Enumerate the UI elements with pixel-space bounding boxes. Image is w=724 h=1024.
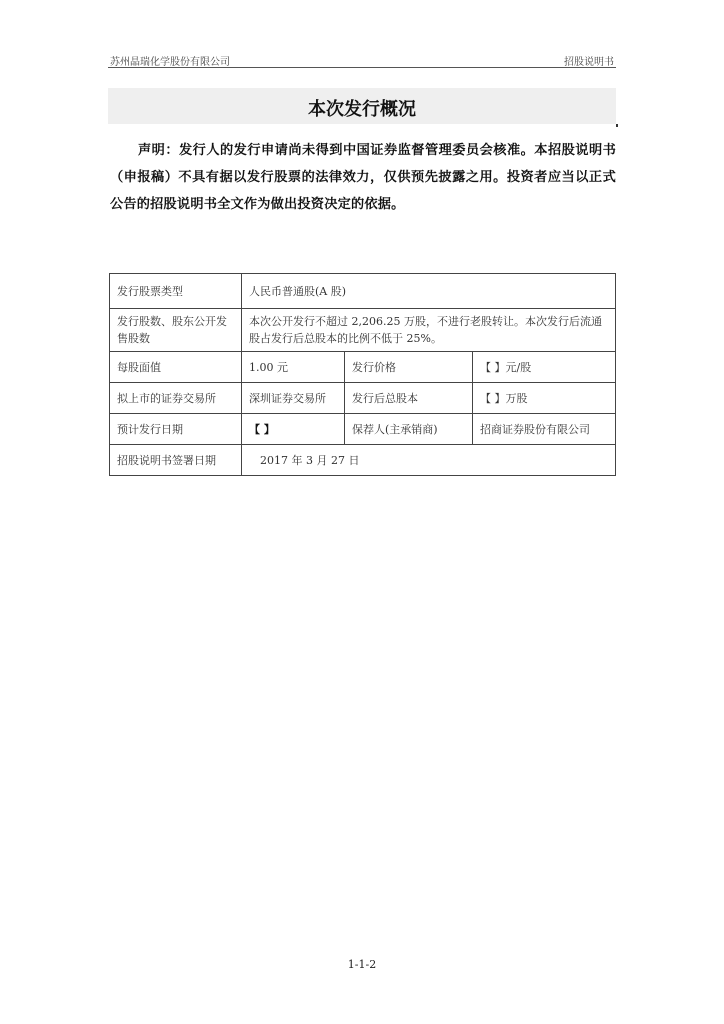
table-cell-value: 2017 年 3 月 27 日: [242, 445, 616, 476]
table-cell-value: 招商证券股份有限公司: [473, 414, 616, 445]
table-row: [110, 445, 616, 476]
table-cell-label: 每股面值: [110, 352, 242, 383]
table-cell-label: 保荐人(主承销商): [345, 414, 473, 445]
title-band: [108, 88, 616, 124]
table-row: [110, 414, 616, 445]
table-cell-value: 深圳证券交易所: [242, 383, 345, 414]
table-cell-value: 本次公开发行不超过 2,206.25 万股，不进行老股转让。本次发行后流通股占发行后总股本的比例不低于 25%。: [242, 309, 616, 352]
table-cell-label: 拟上市的证券交易所: [110, 383, 242, 414]
table-row: [110, 352, 616, 383]
table-cell-label: 招股说明书签署日期: [110, 445, 242, 476]
disclaimer-statement: 声明：发行人的发行申请尚未得到中国证券监督管理委员会核准。本招股说明书（申报稿）不具有据以发行股票的法律效力，仅供预先披露之用。投资者应当以正式公告的招股说明书全文作为做出投资决定的依据。: [110, 143, 616, 212]
table-cell-value: 1.00 元: [242, 352, 345, 383]
table-cell-label: 预计发行日期: [110, 414, 242, 445]
table-cell-value: 【 】元/股: [473, 352, 616, 383]
table-cell-label: 发行股票类型: [110, 274, 242, 309]
header-company-name: 苏州晶瑞化学股份有限公司: [110, 57, 230, 68]
table-cell-value: 【 】万股: [473, 383, 616, 414]
table-row: [110, 383, 616, 414]
header-document-type: 招股说明书: [564, 57, 614, 68]
table-cell-value: 【 】: [242, 414, 345, 445]
table-cell-value: 人民币普通股(A 股): [242, 274, 616, 309]
offering-summary-table: [109, 273, 616, 476]
table-cell-label: 发行股数、股东公开发售股数: [110, 309, 242, 352]
table-cell-label: 发行价格: [345, 352, 473, 383]
page-number: 1-1-2: [347, 958, 377, 971]
page-header: [108, 50, 616, 68]
table-row: [110, 274, 616, 309]
table-cell-label: 发行后总股本: [345, 383, 473, 414]
table-row: [110, 309, 616, 352]
title-corner-mark: [616, 124, 618, 127]
page-title: 本次发行概况: [308, 99, 416, 120]
